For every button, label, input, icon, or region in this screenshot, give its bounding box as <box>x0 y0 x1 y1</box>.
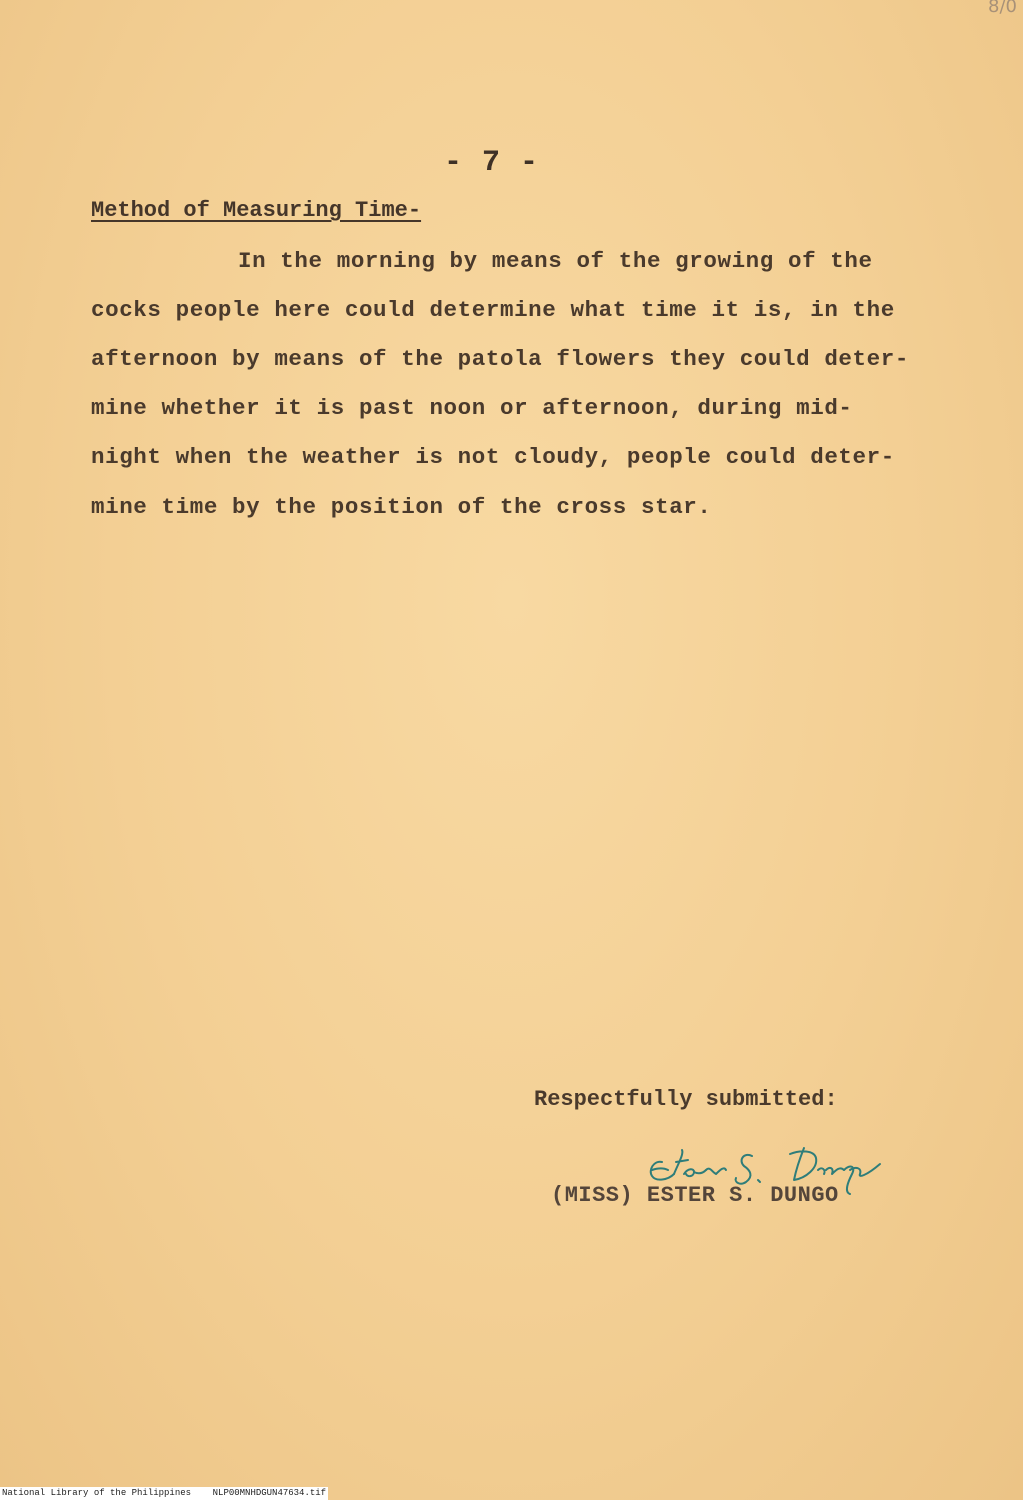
paragraph-line-1: In the morning by means of the growing of the <box>238 248 873 274</box>
closing-text: Respectfully submitted: <box>534 1087 838 1112</box>
page-number: - 7 - <box>444 146 540 180</box>
corner-page-mark: 8/0 <box>988 0 1017 17</box>
footer-source: National Library of the Philippines <box>2 1488 192 1498</box>
section-heading: Method of Measuring Time- <box>91 198 422 223</box>
paragraph-line-6: mine time by the position of the cross star. <box>91 494 712 520</box>
handwritten-signature <box>640 1140 890 1210</box>
paragraph-line-4: mine whether it is past noon or afternoon, during mid- <box>91 395 853 421</box>
paragraph-line-3: afternoon by means of the patola flowers they could deter- <box>91 346 909 372</box>
archive-footer <box>0 1487 328 1500</box>
signer-name: (MISS) ESTER S. DUNGO <box>551 1183 839 1208</box>
footer-filename: NLP00MNHDGUN47634.tif <box>212 1488 327 1498</box>
paragraph-line-5: night when the weather is not cloudy, people could deter- <box>91 444 895 470</box>
paragraph-line-2: cocks people here could determine what time it is, in the <box>91 297 895 323</box>
